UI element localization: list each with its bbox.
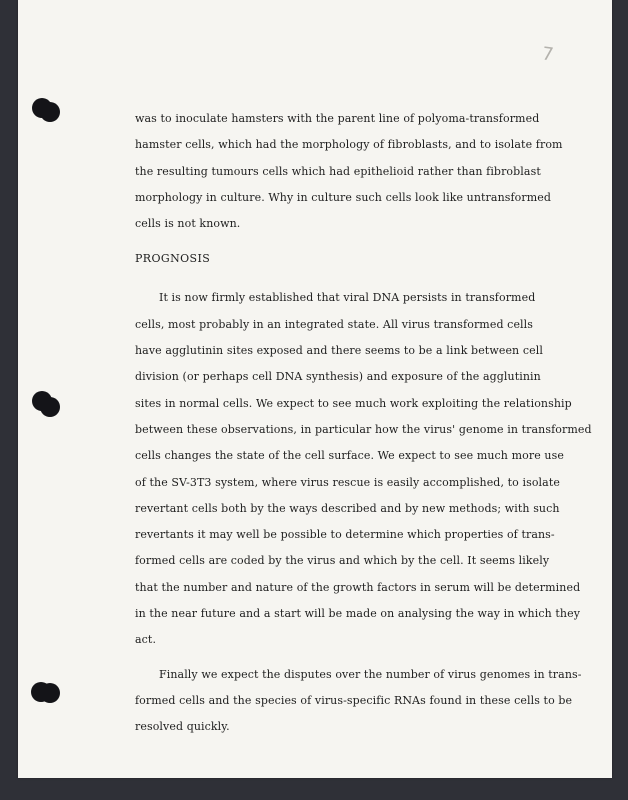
binder-hole [40,102,60,122]
document-body [135,106,605,741]
text-line: between these observations, in particular how the virus' genome in transformed [135,422,592,436]
text-line: cells changes the state of the cell surface. We expect to see much more use [135,449,564,463]
spacer [135,272,605,285]
text-line: It is now firmly established that viral DNA persists in transformed [159,291,536,305]
text-line: that the number and nature of the growth factors in serum will be determined [135,580,581,594]
paragraph-1 [135,106,605,237]
binder-hole [40,397,60,417]
binder-hole [40,683,60,703]
text-line: cells, most probably in an integrated state. All virus transformed cells [135,317,534,331]
text-line: hamster cells, which had the morphology of fibroblasts, and to isolate from [135,138,563,152]
text-line: morphology in culture. Why in culture such cells look like untransformed [135,190,552,204]
document-page [18,0,612,778]
text-line: in the near future and a start will be made on analysing the way in which they [135,607,581,621]
text-line: resolved quickly. [135,720,230,734]
text-line: Finally we expect the disputes over the number of virus genomes in trans- [159,667,582,681]
text-line: the resulting tumours cells which had epithelioid rather than fibroblast [135,164,541,178]
text-line: division (or perhaps cell DNA synthesis) and exposure of the agglutinin [135,370,541,384]
paragraph-2 [135,285,605,653]
text-line: have agglutinin sites exposed and there seems to be a link between cell [135,344,543,358]
section-heading: PROGNOSIS [135,252,211,266]
paragraph-3 [135,662,605,741]
text-line: act. [135,633,157,647]
text-line: revertant cells both by the ways described and by new methods; with such [135,501,560,515]
text-line: of the SV-3T3 system, where virus rescue is easily accomplished, to isolate [135,475,560,489]
text-line: formed cells and the species of virus-specific RNAs found in these cells to be [135,693,573,707]
text-line: cells is not known. [135,217,241,231]
text-line: formed cells are coded by the virus and which by the cell. It seems likely [135,554,550,568]
text-line: revertants it may well be possible to determine which properties of trans- [135,528,555,542]
text-line: sites in normal cells. We expect to see much work exploiting the relationship [135,396,572,410]
text-line: was to inoculate hamsters with the parent line of polyoma-transformed [135,112,540,125]
page-number-mark: 7 [540,43,555,66]
